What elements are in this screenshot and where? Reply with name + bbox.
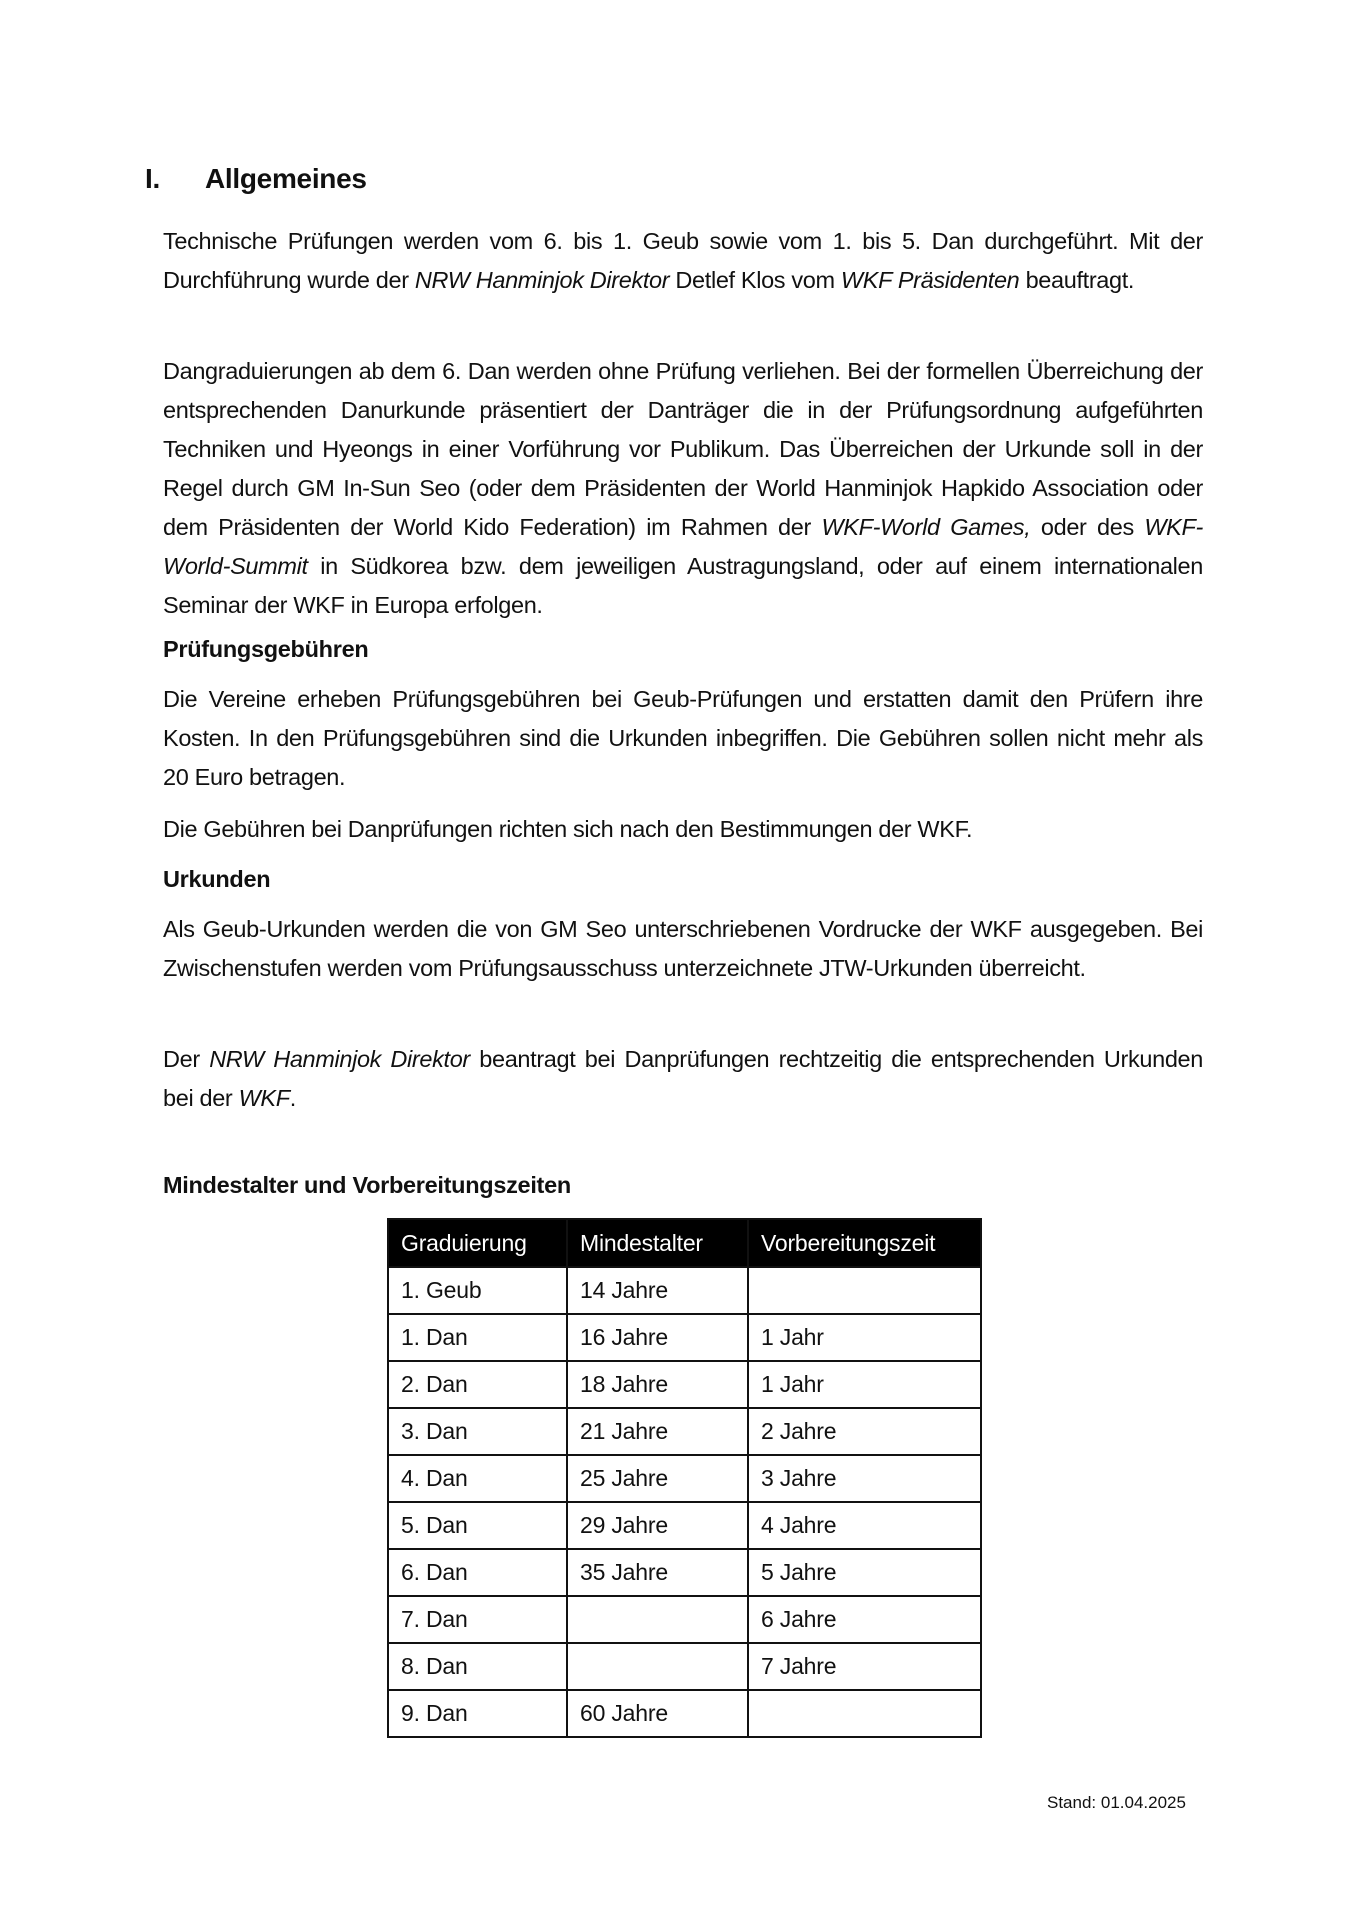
table-row <box>388 1596 981 1643</box>
table-cell: 25 Jahre <box>567 1455 748 1502</box>
table-row <box>388 1690 981 1737</box>
table-cell <box>567 1596 748 1643</box>
table-cell: 14 Jahre <box>567 1267 748 1314</box>
fees-paragraph-2: Die Gebühren bei Danprüfungen richten sich nach den Bestimmungen der WKF. <box>163 816 973 842</box>
italic-run: WKF Präsidenten <box>840 267 1020 293</box>
table-cell: 60 Jahre <box>567 1690 748 1737</box>
table-cell: 1 Jahr <box>748 1314 981 1361</box>
fees-paragraph-1: Die Vereine erheben Prüfungsgebühren bei Geub-Prüfungen und erstatten damit den Prüfern ihre Kosten. In den Prüfungsgebühren sind die Urkunden inbegriffen. Die Gebühren sollen nicht mehr als 20 Euro betragen. <box>163 686 1203 790</box>
section-title: Allgemeines <box>205 163 367 194</box>
table-cell <box>748 1690 981 1737</box>
table-cell: 2. Dan <box>388 1361 567 1408</box>
table-row <box>388 1267 981 1314</box>
table-cell: 3. Dan <box>388 1408 567 1455</box>
text-run: beauftragt. <box>1019 267 1135 293</box>
table-row <box>388 1408 981 1455</box>
table-cell: 6. Dan <box>388 1549 567 1596</box>
table-row <box>388 1361 981 1408</box>
text-run: . <box>289 1085 296 1111</box>
text-run: beantragt bei Danprüfungen rechtzeitig die entsprechenden Urkunden bei der <box>163 1046 1203 1111</box>
table-cell: 5. Dan <box>388 1502 567 1549</box>
table-heading: Mindestalter und Vorbereitungszeiten <box>163 1172 571 1198</box>
table-cell: 1. Dan <box>388 1314 567 1361</box>
italic-run: WKF-World Games, <box>821 514 1031 540</box>
table-cell: 1 Jahr <box>748 1361 981 1408</box>
table-row <box>388 1502 981 1549</box>
text-run: in Südkorea bzw. dem jeweiligen Austragungsland, oder auf einem internationalen Seminar der WKF in Europa erfolgen. <box>163 553 1203 618</box>
table-cell <box>567 1643 748 1690</box>
text-run: Dangraduierungen ab dem 6. Dan werden ohne Prüfung verliehen. Bei der formellen Überreichung der entsprechenden Danurkunde präsentiert der Danträger die in der Prüfungsordnung aufgeführten Techniken und Hyeongs in einer Vorführung vor Publikum. Das Überreichen der Urkunde soll in der Regel durch GM In-Sun Seo (oder dem Präsidenten der World Hanminjok Hapkido Association oder dem Präsidenten der World Kido Federation) im Rahmen der <box>163 358 1203 540</box>
table-cell: 18 Jahre <box>567 1361 748 1408</box>
table-row <box>388 1455 981 1502</box>
text-run: Detlef Klos vom <box>669 267 841 293</box>
table-cell: 35 Jahre <box>567 1549 748 1596</box>
text-run: Technische Prüfungen werden vom 6. bis 1. Geub sowie vom 1. bis 5. Dan durchgeführt. Mit der Durchführung wurde der <box>163 228 1203 293</box>
table-cell: 9. Dan <box>388 1690 567 1737</box>
table-cell: 6 Jahre <box>748 1596 981 1643</box>
table-cell: 8. Dan <box>388 1643 567 1690</box>
column-header: Mindestalter <box>567 1219 748 1267</box>
certificates-paragraph-1: Als Geub-Urkunden werden die von GM Seo unterschriebenen Vordrucke der WKF ausgegeben. Bei Zwischenstufen werden vom Prüfungsausschuss unterzeichnete JTW-Urkunden überreicht. <box>163 916 1203 981</box>
table-cell: 3 Jahre <box>748 1455 981 1502</box>
age-requirements-table <box>387 1218 982 1738</box>
certificates-paragraph-2 <box>163 1040 1203 1118</box>
table-row <box>388 1643 981 1690</box>
table-cell: 7 Jahre <box>748 1643 981 1690</box>
table-cell: 4. Dan <box>388 1455 567 1502</box>
column-header: Vorbereitungszeit <box>748 1219 981 1267</box>
section-number: I. <box>145 163 160 194</box>
table-cell: 16 Jahre <box>567 1314 748 1361</box>
table-cell: 21 Jahre <box>567 1408 748 1455</box>
text-run: oder des <box>1030 514 1145 540</box>
fees-heading: Prüfungsgebühren <box>163 636 369 662</box>
column-header: Graduierung <box>388 1219 567 1267</box>
italic-run: NRW Hanminjok Direktor <box>414 267 670 293</box>
italic-run: WKF-World-Summit <box>163 514 1203 579</box>
text-run: Der <box>163 1046 210 1072</box>
table-row <box>388 1314 981 1361</box>
italic-run: NRW Hanminjok Direktor <box>209 1046 470 1072</box>
table-cell: 7. Dan <box>388 1596 567 1643</box>
table-cell: 2 Jahre <box>748 1408 981 1455</box>
table-cell <box>748 1267 981 1314</box>
revision-date: Stand: 01.04.2025 <box>1047 1793 1186 1812</box>
italic-run: WKF <box>238 1085 290 1111</box>
table-cell: 29 Jahre <box>567 1502 748 1549</box>
table-row <box>388 1549 981 1596</box>
table-cell: 5 Jahre <box>748 1549 981 1596</box>
section-heading <box>145 163 367 195</box>
paragraph-dan-graduations <box>163 352 1203 625</box>
table-header-row <box>388 1219 981 1267</box>
table-cell: 4 Jahre <box>748 1502 981 1549</box>
certificates-heading: Urkunden <box>163 866 271 892</box>
table-cell: 1. Geub <box>388 1267 567 1314</box>
paragraph-technical-exams <box>163 222 1203 300</box>
